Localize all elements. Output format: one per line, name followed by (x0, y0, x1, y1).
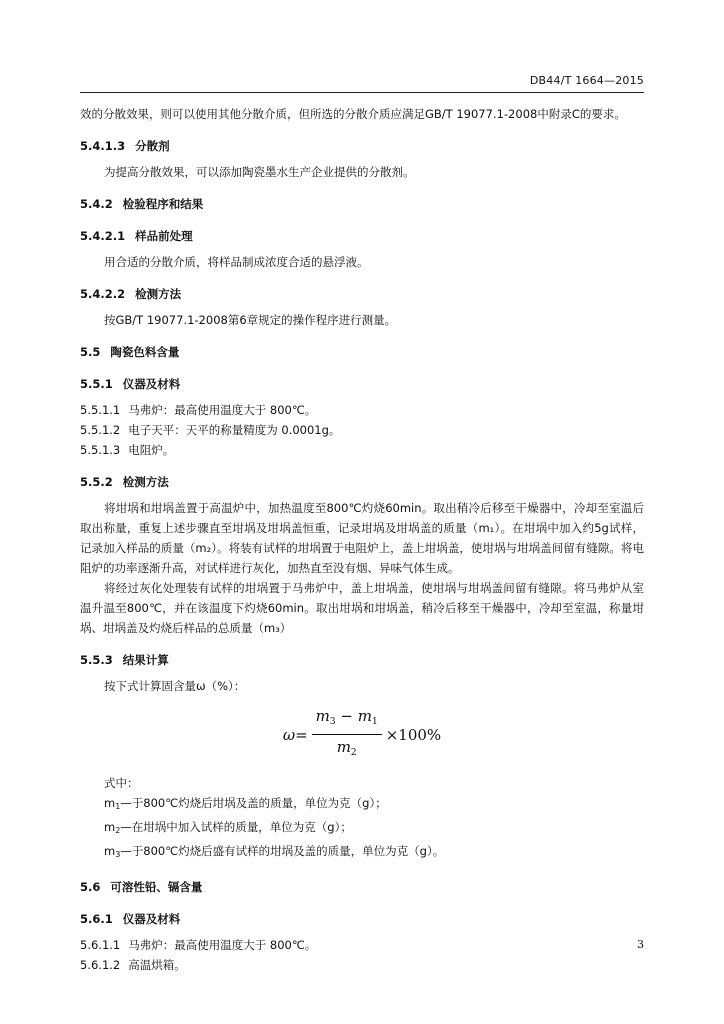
formula-numerator (312, 706, 382, 735)
heading-number: 5.4.2.1 (80, 229, 126, 243)
item-number: 5.5.1.2 (80, 423, 121, 437)
heading-5-4-2-1 (80, 226, 644, 246)
heading-title: 检测方法 (135, 287, 182, 301)
heading-number: 5.5 (80, 345, 101, 359)
heading-title: 仪器及材料 (122, 377, 181, 391)
heading-5-4-2 (80, 194, 644, 214)
item-text: 高温烘箱。 (128, 958, 186, 972)
formula-fraction (312, 706, 382, 763)
where-item (80, 841, 644, 865)
heading-number: 5.4.2.2 (80, 287, 126, 301)
heading-number: 5.5.2 (80, 475, 113, 489)
formula-lhs: ω (282, 725, 296, 744)
formula-equals: = (295, 725, 308, 744)
heading-title: 陶瓷色料含量 (110, 345, 180, 359)
heading-title: 分散剂 (135, 139, 170, 153)
where-sub: 2 (115, 826, 121, 835)
paragraph-5-4-1-3: 为提高分散效果，可以添加陶瓷墨水生产企业提供的分散剂。 (104, 165, 415, 179)
list-item (80, 935, 644, 955)
heading-number: 5.5.1 (80, 377, 113, 391)
heading-title: 仪器及材料 (122, 912, 181, 926)
formula-denominator (337, 735, 357, 763)
heading-title: 可溶性铅、镉含量 (110, 880, 203, 894)
where-text: —于800℃灼烧后坩埚及盖的质量，单位为克（g）； (120, 796, 387, 810)
item-number: 5.6.1.1 (80, 938, 121, 952)
list-item (80, 440, 644, 460)
heading-5-6-1 (80, 909, 644, 929)
where-item (80, 817, 644, 841)
paragraph-5-4-2-2: 按GB/T 19077.1-2008第6章规定的操作程序进行测量。 (104, 313, 397, 327)
denominator-sub: 2 (350, 748, 357, 758)
formula-block (80, 706, 644, 763)
heading-number: 5.4.1.3 (80, 139, 126, 153)
list-item (80, 420, 644, 440)
numerator-sub-a: 3 (329, 717, 336, 727)
where-symbol: m (104, 844, 116, 858)
heading-number: 5.6.1 (80, 912, 113, 926)
list-item (80, 955, 644, 975)
heading-title: 检验程序和结果 (122, 197, 204, 211)
header-divider (80, 92, 644, 93)
heading-number: 5.4.2 (80, 197, 113, 211)
paragraph-5-5-2-b: 将经过灰化处理装有试样的坩埚置于马弗炉中，盖上坩埚盖，使坩埚与坩埚盖间留有缝隙。将马弗炉从室温升温至800℃，并在该温度下灼烧60min。取出坩埚和坩埚盖，稍冷后移至干燥器中，冷却至室温，称量坩埚、坩埚盖及灼烧后样品的总质量（m₃） (80, 581, 644, 635)
item-text: 电子天平：天平的称量精度为 0.0001g。 (128, 423, 341, 437)
heading-title: 结果计算 (122, 653, 169, 667)
numerator-sub-b: 1 (371, 717, 378, 727)
document-body (80, 104, 644, 975)
where-label: 式中： (104, 776, 139, 790)
item-text: 马弗炉：最高使用温度大于 800℃。 (128, 938, 317, 952)
heading-5-4-2-2 (80, 284, 644, 304)
formula-minus: − (335, 707, 358, 725)
heading-5-5-3 (80, 650, 644, 670)
paragraph-5-5-3: 按下式计算固含量ω（%）： (104, 679, 246, 693)
item-text: 电阻炉。 (128, 443, 175, 457)
where-sub: 1 (115, 802, 121, 811)
document-code: DB44/T 1664—2015 (529, 74, 644, 87)
heading-number: 5.5.3 (80, 653, 113, 667)
heading-title: 检测方法 (122, 475, 169, 489)
heading-title: 样品前处理 (135, 229, 193, 243)
intro-paragraph: 效的分散效果，则可以使用其他分散介质，但所选的分散介质应满足GB/T 19077.1-2008中附录C的要求。 (80, 107, 626, 121)
numerator-symbol-a: m (315, 707, 330, 725)
where-symbol: m (104, 820, 116, 834)
numerator-symbol-b: m (357, 707, 372, 725)
heading-5-5-2 (80, 472, 644, 492)
heading-5-4-1-3 (80, 136, 644, 156)
page-number: 3 (637, 938, 644, 951)
where-symbol: m (104, 796, 116, 810)
heading-number: 5.6 (80, 880, 101, 894)
list-item (80, 400, 644, 420)
heading-5-6 (80, 877, 644, 897)
denominator-symbol: m (336, 738, 351, 756)
paragraph-5-4-2-1: 用合适的分散介质，将样品制成浓度合适的悬浮液。 (104, 255, 369, 269)
item-number: 5.5.1.3 (80, 443, 121, 457)
paragraph-5-5-2-a: 将坩埚和坩埚盖置于高温炉中，加热温度至800℃灼烧60min。取出稍冷后移至干燥器中，冷却至室温后取出称量，重复上述步骤直至坩埚及坩埚盖恒重，记录坩埚及坩埚盖的质量（m₁）。在坩埚中加入约5g试样，记录加入样品的质量（m₂）。将装有试样的坩埚置于电阻炉上，盖上坩埚盖，使坩埚与坩埚盖间留有缝隙。将电阻炉的功率逐渐升高，对试样进行灰化，加热直至没有烟、异味气体生成。 (80, 501, 644, 575)
where-sub: 3 (115, 850, 121, 859)
item-number: 5.6.1.2 (80, 958, 121, 972)
where-text: —在坩埚中加入试样的质量，单位为克（g）； (120, 820, 352, 834)
item-number: 5.5.1.1 (80, 403, 121, 417)
formula-multiplier: ×100% (385, 725, 442, 744)
where-item (80, 793, 644, 817)
solid-content-formula (283, 706, 441, 763)
item-text: 马弗炉：最高使用温度大于 800℃。 (128, 403, 317, 417)
where-text: —于800℃灼烧后盛有试样的坩埚及盖的质量，单位为克（g）。 (120, 844, 445, 858)
heading-5-5 (80, 342, 644, 362)
heading-5-5-1 (80, 374, 644, 394)
